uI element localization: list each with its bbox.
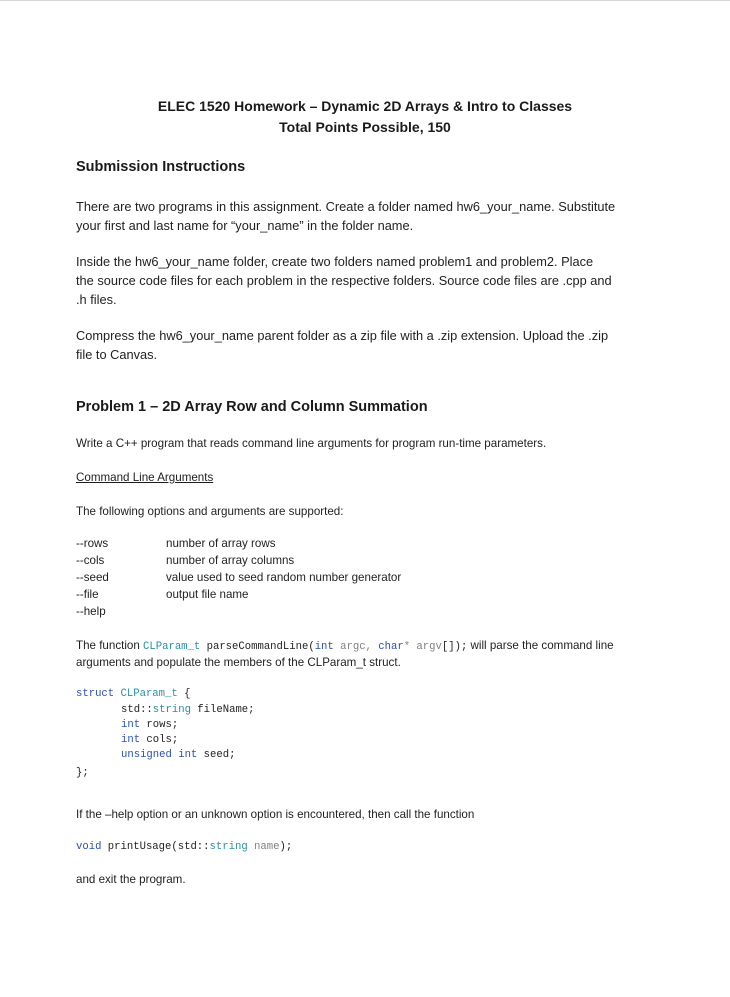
code-line-member-rows: [121, 719, 178, 731]
code-text: rows;: [140, 719, 179, 731]
option-cols-flag: --cols: [76, 554, 105, 567]
submission-paragraph-3: [76, 326, 676, 364]
code-param: argc,: [333, 641, 379, 653]
option-file-desc: output file name: [166, 588, 249, 601]
options-intro: The following options and arguments are supported:: [76, 505, 344, 518]
text-line: the source code files for each problem in the respective folders. Source code files are .cpp and: [76, 273, 612, 288]
text-span: The function: [76, 639, 144, 652]
code-keyword: struct: [76, 688, 115, 700]
option-rows-desc: number of array rows: [166, 537, 276, 550]
code-param: * argv: [403, 641, 442, 653]
option-seed-desc: value used to seed random number generator: [166, 571, 402, 584]
code-text: );: [279, 841, 293, 853]
inline-code-signature: [143, 641, 467, 653]
document-subtitle: Total Points Possible, 150: [279, 119, 451, 135]
code-keyword: int: [314, 641, 334, 653]
text-line: There are two programs in this assignment. Create a folder named hw6_your_name. Substitute: [76, 199, 616, 214]
option-cols-desc: number of array columns: [166, 554, 295, 567]
problem1-intro: Write a C++ program that reads command line arguments for program run-time parameters.: [76, 437, 547, 450]
code-text: std::: [177, 841, 210, 853]
text-line: file to Canvas.: [76, 347, 158, 362]
cla-subheading: Command Line Arguments: [76, 471, 214, 484]
option-file-flag: --file: [76, 588, 99, 601]
code-text: fileName;: [190, 704, 255, 716]
option-seed-flag: --seed: [76, 571, 109, 584]
option-rows-flag: --rows: [76, 537, 109, 550]
text-line: your first and last name for “your_name” in the folder name.: [76, 218, 414, 233]
code-keyword: int: [121, 719, 141, 731]
code-keyword: char: [378, 641, 404, 653]
code-line-member-filename: [121, 704, 255, 716]
option-help-flag: --help: [76, 605, 106, 618]
code-type: CLParam_t: [143, 641, 201, 653]
code-keyword: int: [121, 734, 141, 746]
text-line: Compress the hw6_your_name parent folder as a zip file with a .zip extension. Upload the .zip: [76, 328, 609, 343]
text-line: Inside the hw6_your_name folder, create two folders named problem1 and problem2. Place: [76, 254, 594, 269]
code-param: name: [247, 841, 280, 853]
text-line: .h files.: [76, 292, 117, 307]
code-text: printUsage(: [101, 841, 178, 853]
code-text: seed;: [197, 749, 236, 761]
document-title: ELEC 1520 Homework – Dynamic 2D Arrays & Intro to Classes: [157, 98, 573, 114]
exit-description: and exit the program.: [76, 873, 186, 886]
code-type: CLParam_t: [114, 688, 185, 700]
code-line-print-usage: [76, 841, 292, 853]
code-text: cols;: [140, 734, 179, 746]
code-keyword: void: [76, 841, 102, 853]
code-line-member-seed: [121, 749, 235, 761]
code-text: []);: [441, 641, 468, 653]
help-description: If the –help option or an unknown option is encountered, then call the function: [76, 808, 475, 821]
text-span: will parse the command line: [467, 639, 614, 652]
function-description-line2: arguments and populate the members of the CLParam_t struct.: [76, 656, 401, 669]
code-line-struct-open: [76, 688, 190, 700]
problem1-heading: Problem 1 – 2D Array Row and Column Summation: [76, 399, 428, 415]
code-type: string: [209, 841, 248, 853]
function-description-line1: [76, 639, 614, 653]
page-top-border: [0, 0, 730, 1]
code-keyword: int: [171, 749, 198, 761]
code-line-struct-close: };: [76, 767, 89, 779]
submission-paragraph-1: [76, 197, 676, 235]
code-type: string: [152, 704, 191, 716]
code-text: parseCommandLine(: [200, 641, 315, 653]
code-text: {: [184, 688, 191, 700]
code-keyword: unsigned: [121, 749, 172, 761]
code-line-member-cols: [121, 734, 178, 746]
code-text: std::: [121, 704, 153, 716]
submission-heading: Submission Instructions: [76, 159, 246, 175]
submission-paragraph-2: [76, 252, 676, 309]
